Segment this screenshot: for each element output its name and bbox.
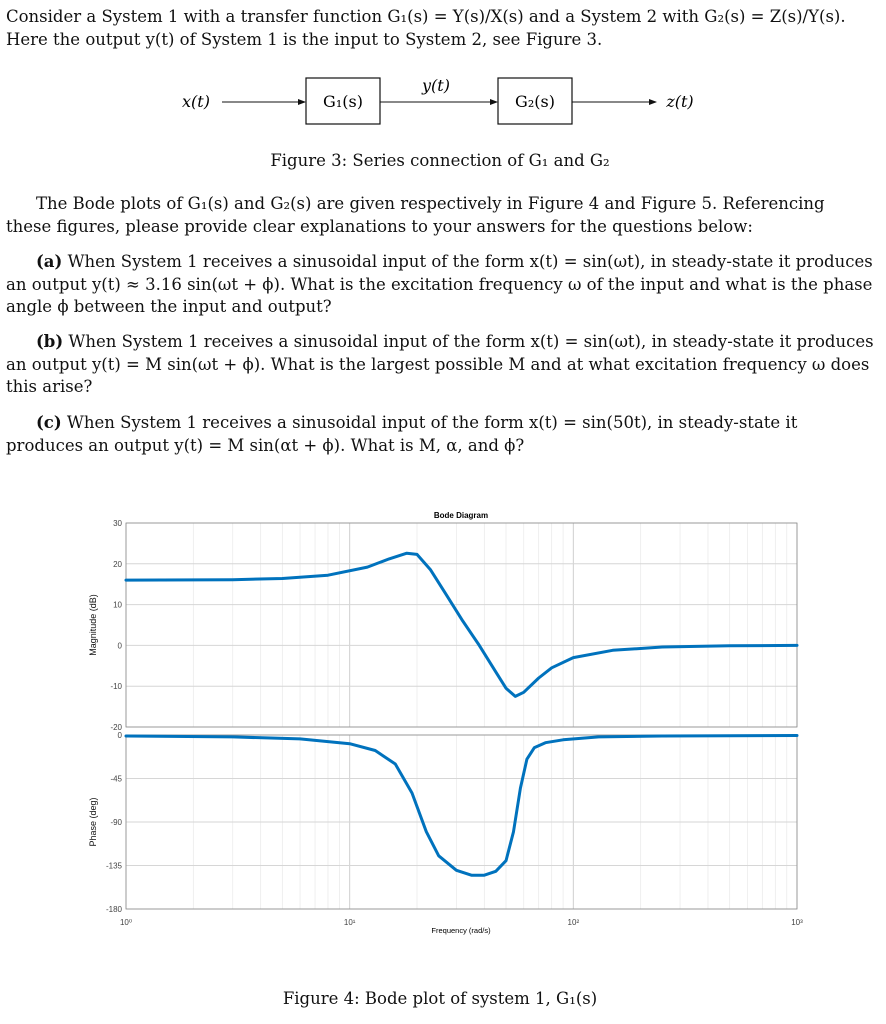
magnitude-y-tick-label: 0 (117, 641, 122, 651)
block-diagram (0, 72, 886, 134)
question-c (6, 412, 874, 457)
intro-line-1: Consider a System 1 with a transfer function G₁(s) = Y(s)/X(s) and a System 2 with G₂(s) = Z(s)/Y(s). (6, 7, 846, 26)
question-a-label: (a) (36, 252, 63, 271)
bode-title: Bode Diagram (433, 511, 489, 520)
magnitude-y-tick-label: 20 (113, 559, 122, 569)
question-a (6, 251, 874, 319)
question-b (6, 331, 874, 399)
magnitude-y-tick-label: -10 (110, 682, 122, 692)
x-tick-label: 10¹ (343, 918, 356, 927)
phase-y-tick-label: -45 (110, 774, 122, 784)
bode-plot (0, 505, 886, 945)
question-b-text: receives a sinusoidal input of the form x(t) = sin(ωt), in steady-state it produces an output y(t) = M sin(ωt + ϕ). What is the largest possible M and at what excitation frequency ω does this arise? (6, 332, 874, 396)
figure3-caption: Figure 3: Series connection of G₁ and G₂ (270, 151, 610, 170)
figure4-caption: Figure 4: Bode plot of system 1, G₁(s) (282, 989, 598, 1008)
question-b-pre: When (68, 332, 122, 351)
x-tick-label: 10² (567, 918, 580, 927)
question-c-pre: When (66, 413, 121, 432)
input-signal-label: x(t) (182, 92, 210, 111)
question-c-text: receives a sinusoidal input of the form x(t) = sin(50t), in steady-state it produces an output y(t) = M sin(αt + ϕ). What is M, α, and ϕ? (6, 413, 798, 455)
phase-y-tick-label: -135 (105, 861, 122, 871)
output-signal-label: z(t) (666, 92, 694, 111)
magnitude-axis-label: Magnitude (dB) (88, 594, 98, 656)
x-tick-label: 10⁰ (119, 918, 133, 927)
block-g1-label: G₁(s) (323, 92, 363, 111)
phase-y-tick-label: -180 (105, 905, 122, 914)
block-g2-label: G₂(s) (515, 92, 555, 111)
magnitude-y-tick-label: 30 (113, 519, 122, 528)
phase-axis-label: Phase (deg) (88, 797, 98, 847)
phase-panel (88, 731, 797, 914)
question-a-text: receives a sinusoidal input of the form x(t) = sin(ωt), in steady-state it produces an output y(t) ≈ 3.16 sin(ωt + ϕ). What is the excitation frequency ω of the input and what is the phase angle ϕ between the input and output? (6, 252, 873, 316)
question-c-system: System 1 (120, 413, 198, 432)
question-b-label: (b) (36, 332, 64, 351)
question-a-system: System 1 (120, 252, 198, 271)
bode-intro-paragraph: The Bode plots of G₁(s) and G₂(s) are given respectively in Figure 4 and Figure 5. Referencing these figures, please provide clear explanations to your answers for the questions below: (6, 194, 825, 236)
question-a-pre: When (67, 252, 121, 271)
phase-y-tick-label: 0 (117, 731, 122, 740)
magnitude-y-tick-label: 10 (113, 600, 122, 610)
frequency-axis-label: Frequency (rad/s) (431, 926, 491, 935)
question-c-label: (c) (36, 413, 62, 432)
x-tick-label: 10³ (791, 918, 803, 927)
magnitude-plot-area (126, 523, 797, 727)
intro-paragraph (6, 6, 874, 51)
question-b-system: System 1 (121, 332, 199, 351)
phase-y-tick-label: -90 (110, 818, 122, 827)
magnitude-panel (88, 519, 797, 732)
intro-line-2: Here the output y(t) of System 1 is the input to System 2, see Figure 3. (6, 29, 603, 49)
mid-signal-label: y(t) (422, 76, 450, 95)
magnitude-y-tick-label: -20 (110, 723, 122, 732)
